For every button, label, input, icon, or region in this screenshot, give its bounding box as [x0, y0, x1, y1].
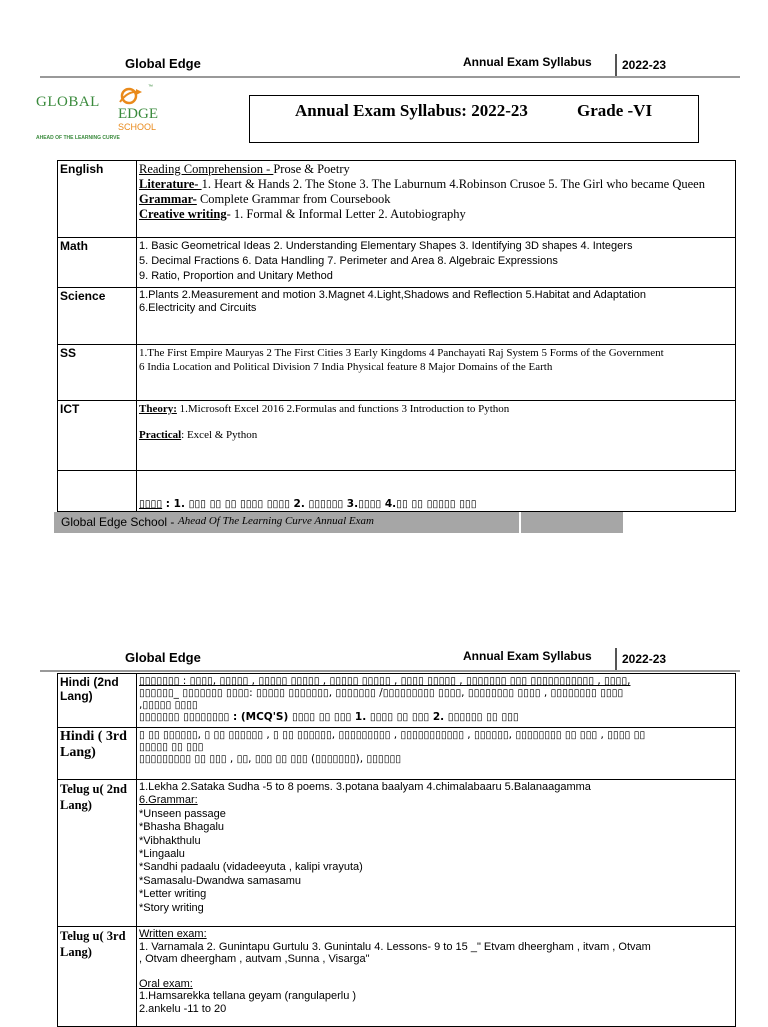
telugu2-line: *Lingaalu — [139, 848, 185, 861]
footer-school: Global Edge School - — [61, 515, 175, 529]
footer-bar — [54, 512, 519, 533]
math-line-1: 1. Basic Geometrical Ideas 2. Understanding Elementary Shapes 3. Identifying 3D shapes 4. Integers — [139, 240, 633, 252]
telugu2-line: *Story writing — [139, 901, 204, 914]
text-grammar: Complete Grammar from Coursebook — [196, 192, 391, 206]
label-reading: Reading Comprehension - — [139, 162, 274, 176]
label-theory: Theory: — [139, 403, 177, 415]
page-title: Annual Exam Syllabus: 2022-23 — [295, 101, 528, 120]
content-cell — [137, 471, 736, 512]
subject-cell: Science — [58, 288, 137, 345]
hindi2-line-3: ,▯▯▯▯▯ ▯▯▯▯ — [139, 699, 198, 711]
subject-cell: Telug u( 2nd Lang) — [58, 780, 137, 927]
label-written-exam: Written exam: — [139, 928, 207, 940]
content-cell — [137, 161, 736, 238]
table-row-telugu-2nd — [58, 780, 736, 927]
logo-word-school: SCHOOL — [118, 122, 157, 132]
header-doc-title: Annual Exam Syllabus — [463, 55, 592, 69]
header-divider — [615, 54, 617, 76]
label-literature: Literature- — [139, 177, 202, 191]
text-literature: 1. Heart & Hands 2. The Stone 3. The Laburnum 4.Robinson Crusoe 5. The Girl who became Queen — [201, 177, 705, 191]
text-reading: Prose & Poetry — [273, 162, 350, 176]
grade-label: Grade -VI — [577, 101, 653, 120]
logo-word-global: GLOBAL — [36, 94, 100, 110]
footer-tagline: Ahead Of The Learning Curve Annual Exam — [178, 515, 374, 527]
hindi2-line-2: ▯▯▯▯▯▯_ ▯▯▯▯▯▯▯ ▯▯▯▯: ▯▯▯▯▯ ▯▯▯▯▯▯▯, ▯▯▯▯▯▯▯ /▯▯▯▯▯▯▯▯▯ ▯▯▯▯, ▯▯▯▯▯▯▯▯ ▯▯▯▯ , ▯▯▯▯▯▯▯▯ ▯▯▯▯ — [139, 687, 624, 699]
telugu3-line-4: 2.ankelu -11 to 20 — [139, 1002, 227, 1015]
telugu3-line-3: 1.Hamsarekka tellana geyam (rangulaperlu ) — [139, 990, 357, 1003]
table-row-science — [58, 288, 736, 345]
header-year: 2022-23 — [622, 58, 667, 72]
subject-cell — [58, 471, 137, 512]
telugu2-line: *Sandhi padaalu (vidadeeyuta , kalipi vrayuta) — [139, 861, 363, 874]
telugu2-line: *Samasalu-Dwandwa samasamu — [139, 874, 302, 887]
subject-cell: ICT — [58, 401, 137, 471]
content-cell — [137, 238, 736, 288]
logo-tm: ™ — [148, 84, 153, 90]
table-row-hindi-2nd — [58, 674, 736, 728]
label-practical: Practical — [139, 429, 182, 441]
label-grammar: Grammar- — [139, 192, 197, 206]
science-line-1: 1.Plants 2.Measurement and motion 3.Magnet 4.Light,Shadows and Reflection 5.Habitat and Adaptation — [139, 289, 646, 301]
text-hindi: : 1. ▯▯▯ ▯▯ ▯▯ ▯▯▯▯ ▯▯▯▯ 2. ▯▯▯▯▯▯ 3.▯▯▯▯ 4.▯▯ ▯▯ ▯▯▯▯▯ ▯▯▯ — [162, 498, 477, 510]
telugu2-line: *Letter writing — [139, 888, 207, 901]
hindi2-line-1: ▯▯▯▯▯▯▯ : ▯▯▯▯, ▯▯▯▯▯ , ▯▯▯▯▯ ▯▯▯▯▯ , ▯▯▯▯▯ ▯▯▯▯▯ , ▯▯▯▯ ▯▯▯▯▯ , ▯▯▯▯▯▯▯ ▯▯▯ ▯▯▯▯▯▯▯▯▯▯▯ , ▯▯▯▯, — [139, 675, 631, 687]
content-cell — [137, 288, 736, 345]
table-row-english — [58, 161, 736, 238]
subject-cell: Hindi (2nd Lang) — [58, 674, 137, 728]
hindi3-line-3: ▯▯▯▯▯▯▯▯▯ ▯▯ ▯▯▯ , ▯▯, ▯▯▯ ▯▯ ▯▯▯ (▯▯▯▯▯▯▯), ▯▯▯▯▯▯ — [139, 753, 402, 765]
telugu2-line: *Unseen passage — [139, 807, 226, 820]
subject-cell: English — [58, 161, 137, 238]
logo-word-edge: EDGE — [118, 106, 158, 122]
header-rule — [40, 76, 740, 78]
telugu2-line: *Bhasha Bhagalu — [139, 821, 225, 834]
math-line-2: 5. Decimal Fractions 6. Data Handling 7. Perimeter and Area 8. Algebraic Expressions — [139, 255, 558, 267]
header-school-name: Global Edge — [125, 56, 201, 71]
table-row-ss — [58, 345, 736, 401]
content-cell — [137, 728, 736, 780]
science-line-2: 6.Electricity and Circuits — [139, 302, 257, 314]
table-row-hindi-3rd — [58, 728, 736, 780]
subject-cell: Telug u( 3rd Lang) — [58, 927, 137, 1027]
telugu2-line: 1.Lekha 2.Sataka Sudha -5 to 8 poems. 3.potana baalyam 4.chimalabaaru 5.Balanaagamma — [139, 781, 591, 793]
content-cell — [137, 401, 736, 471]
telugu3-line-1: 1. Varnamala 2. Gunintapu Gurtulu 3. Gunintalu 4. Lessons- 9 to 15 _" Etvam dheergham , itvam , Otvam — [139, 940, 651, 953]
header-year: 2022-23 — [622, 652, 667, 666]
telugu2-line: *Vibhakthulu — [139, 834, 201, 847]
table-row-hindi-partial — [58, 471, 736, 512]
math-line-3: 9. Ratio, Proportion and Unitary Method — [139, 270, 333, 282]
hindi3-line-1: ▯ ▯▯ ▯▯▯▯▯▯, ▯ ▯▯ ▯▯▯▯▯▯ , ▯ ▯▯ ▯▯▯▯▯▯, ▯▯▯▯▯▯▯▯▯ , ▯▯▯▯▯▯▯▯▯▯▯ , ▯▯▯▯▯▯, ▯▯▯▯▯▯▯▯ ▯▯ ▯▯▯ , ▯▯▯▯ ▯▯ — [139, 729, 646, 741]
subject-cell: Hindi ( 3rd Lang) — [58, 728, 137, 780]
hindi2-line-4: ▯▯▯▯▯▯▯ ▯▯▯▯▯▯▯▯ : (MCQ'S) ▯▯▯▯ ▯▯ ▯▯▯ 1. ▯▯▯▯ ▯▯ ▯▯▯ 2. ▯▯▯▯▯▯ ▯▯ ▯▯▯ — [139, 711, 519, 723]
telugu3-line-2: , Otvam dheergham , autvam ,Sunna , Visarga" — [139, 953, 370, 966]
content-cell — [137, 927, 736, 1027]
header-divider — [615, 648, 617, 670]
text-theory: 1.Microsoft Excel 2016 2.Formulas and functions 3 Introduction to Python — [176, 403, 510, 415]
telugu2-line: 6.Grammar: — [139, 794, 198, 807]
header-doc-title: Annual Exam Syllabus — [463, 649, 592, 663]
spacer — [139, 966, 733, 978]
content-cell — [137, 345, 736, 401]
label-creative-writing: Creative writing — [139, 207, 227, 221]
label-oral-exam: Oral exam: — [139, 977, 193, 990]
header-rule — [40, 670, 740, 672]
text-creative-writing: - 1. Formal & Informal Letter 2. Autobiography — [226, 207, 466, 221]
content-cell — [137, 780, 736, 927]
syllabus-table-page1 — [57, 160, 736, 512]
label-hindi: ▯▯▯▯ — [139, 498, 163, 510]
title-box — [249, 95, 699, 143]
table-row-math — [58, 238, 736, 288]
subject-cell: SS — [58, 345, 137, 401]
table-row-telugu-3rd — [58, 927, 736, 1027]
school-logo — [36, 86, 166, 144]
text-practical: : Excel & Python — [181, 429, 258, 441]
footer-page-box — [521, 512, 623, 533]
hindi3-line-2: ▯▯▯▯▯ ▯▯ ▯▯▯ — [139, 741, 204, 753]
ss-line-2: 6 India Location and Political Division 7 India Physical feature 8 Major Domains of the Earth — [139, 361, 553, 373]
subject-cell: Math — [58, 238, 137, 288]
syllabus-table-page2 — [57, 673, 736, 1027]
table-row-ict — [58, 401, 736, 471]
header-school-name: Global Edge — [125, 650, 201, 665]
ss-line-1: 1.The First Empire Mauryas 2 The First Cities 3 Early Kingdoms 4 Panchayati Raj System 5 Forms of the Government — [139, 347, 664, 359]
logo-tagline: AHEAD OF THE LEARNING CURVE — [36, 135, 120, 141]
content-cell — [137, 674, 736, 728]
